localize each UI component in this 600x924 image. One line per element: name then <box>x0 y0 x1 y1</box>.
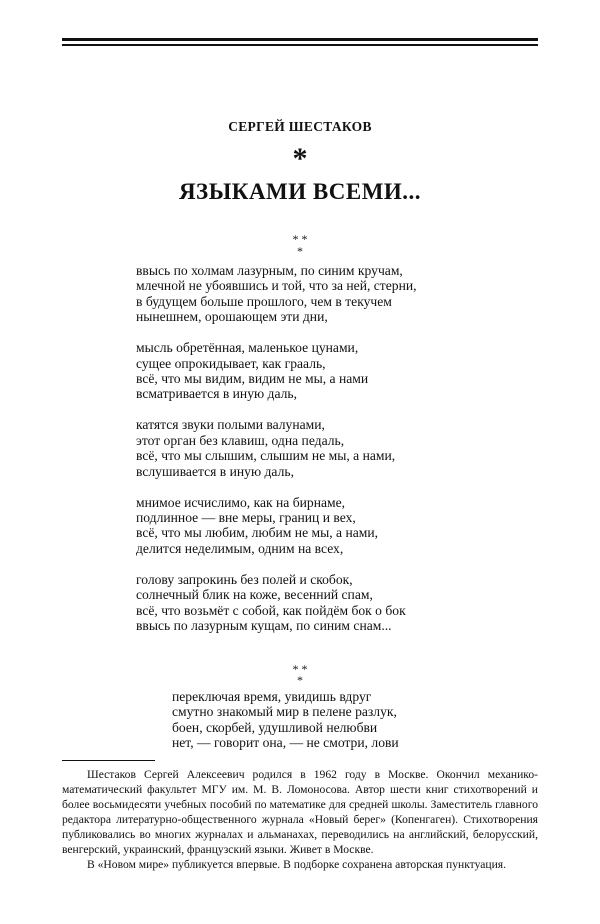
poem-line: всё, что возьмёт с собой, как пойдём бок о бок <box>136 602 406 618</box>
stanza <box>136 263 417 325</box>
footnote-paragraph: В «Новом мире» публикуется впервые. В подборке сохранена авторская пунктуация. <box>87 858 507 871</box>
poem-line: всё, что мы слышим, слышим не мы, а нами, <box>136 448 396 464</box>
poem-1 <box>136 263 417 634</box>
stanza <box>136 495 417 557</box>
poem-line: мнимое исчислимо, как на бирнаме, <box>136 494 346 510</box>
poem-line: переключая время, увидишь вдруг <box>172 689 372 704</box>
author-name: СЕРГЕЙ ШЕСТАКОВ <box>228 119 372 134</box>
poem-line: всё, что мы видим, видим не мы, а нами <box>136 371 369 387</box>
title-asterisk: * <box>292 142 308 175</box>
stanza <box>136 572 417 634</box>
stanza <box>136 417 417 479</box>
poem2-stars-top: * * <box>292 662 308 676</box>
poem-line: млечной не убоявшись и той, что за ней, стерни, <box>136 278 417 294</box>
poem-line: в будущем больше прошлого, чем в текучем <box>136 293 392 309</box>
poem-line: делится неделимым, одним на всех, <box>136 540 344 556</box>
poem-line: боен, скорбей, удушливой нелюбви <box>172 719 378 735</box>
poem-line: вслушивается в иную даль, <box>136 463 294 479</box>
poem-line: всматривается в иную даль, <box>136 386 298 402</box>
poem-2 <box>172 689 399 751</box>
header-rule-thin <box>62 44 538 46</box>
stanza <box>136 340 417 402</box>
footnote-rule <box>62 760 155 761</box>
poem2-stars-bottom: * <box>297 673 303 687</box>
poem-line: сущее опрокидывает, как грааль, <box>136 355 326 371</box>
poem1-stars-bottom: * <box>297 244 303 258</box>
poem-line: голову запрокинь без полей и скобок, <box>136 571 353 587</box>
poem-line: этот орган без клавиш, одна педаль, <box>136 432 345 448</box>
footnote-paragraph: Шестаков Сергей Алексеевич родился в 1962 году в Москве. Окончил механико-математический факультет МГУ им. М. В. Ломоносова. Автор шести книг стихотворений и более восьмидесяти учебных пособий по математике для средней школы. Заместитель главного редактора литературно-общественного журнала «Новый берег» (Копенгаген). Стихотворения публиковались во многих журналах и альманахах, переводились на английский, белорусский, венгерский, украинский, французский языки. Живет в Москве. <box>62 768 538 856</box>
poem-line: нынешнем, орошающем эти дни, <box>136 309 328 325</box>
poem-line: ввысь по холмам лазурным, по синим кручам, <box>136 263 403 278</box>
poem-line: катятся звуки полыми валунами, <box>136 417 325 433</box>
footnote <box>62 767 538 872</box>
poem-line: подлинное — вне меры, границ и вех, <box>136 510 356 526</box>
poem-line: солнечный блик на коже, весенний спам, <box>136 587 373 603</box>
poem-line: смутно знакомый мир в пелене разлук, <box>172 704 397 720</box>
poem1-stars-top: * * <box>292 232 308 246</box>
header-rule-thick <box>62 38 538 41</box>
poem-line: нет, — говорит она, — не смотри, лови <box>172 735 399 751</box>
poem-line: всё, что мы любим, любим не мы, а нами, <box>136 525 379 541</box>
poem-line: ввысь по лазурным кущам, по синим снам... <box>136 618 392 634</box>
page-title: ЯЗЫКАМИ ВСЕМИ... <box>178 179 422 204</box>
poem-line: мысль обретённая, маленькое цунами, <box>136 340 359 356</box>
